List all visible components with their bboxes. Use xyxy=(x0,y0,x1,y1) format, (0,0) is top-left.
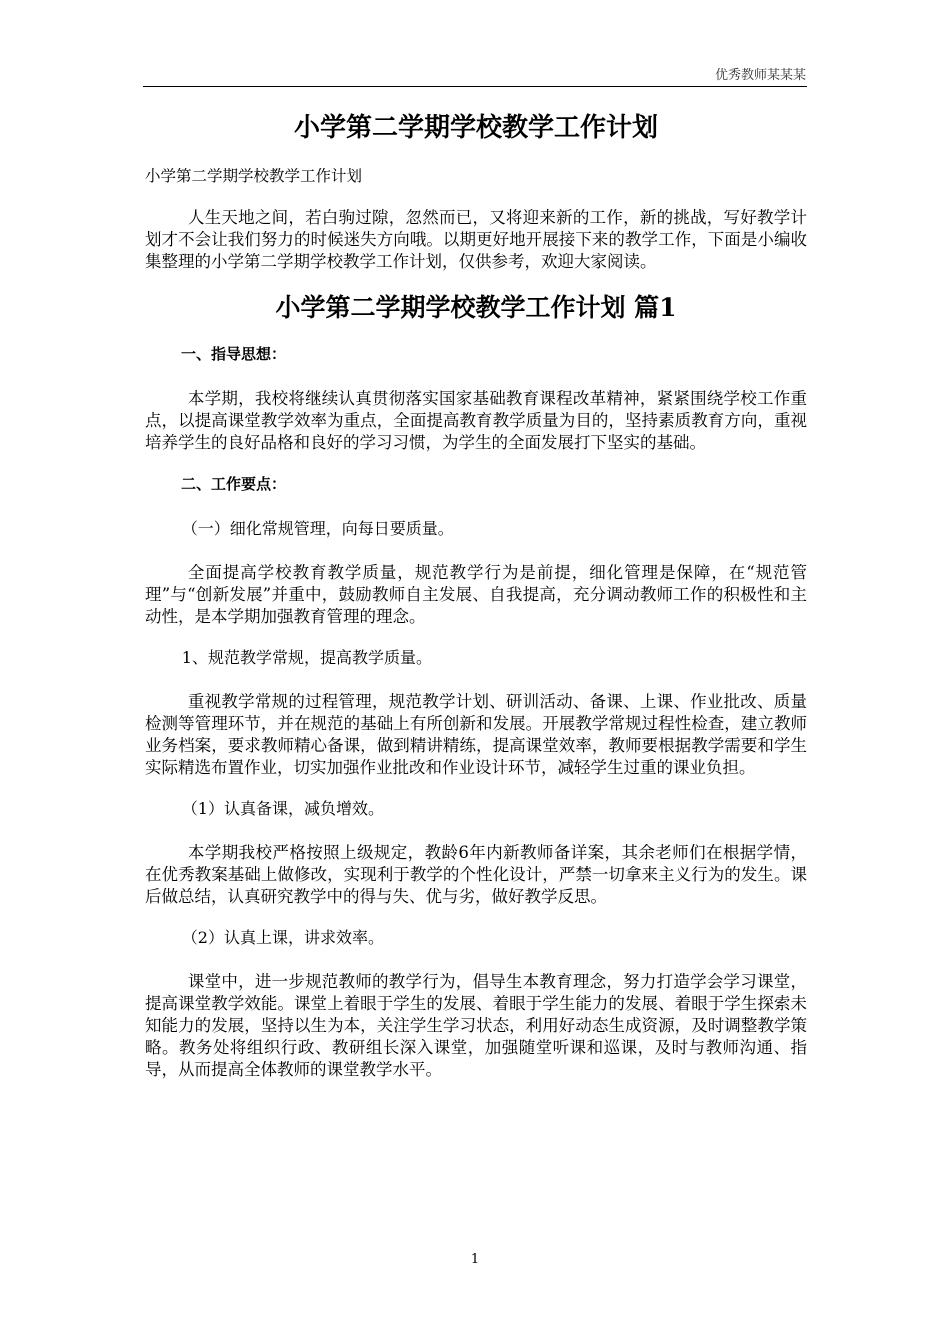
part-title: 小学第二学期学校教学工作计划 篇1 xyxy=(275,293,677,323)
subsection1-heading: （一）细化常规管理，向每日要质量。 xyxy=(181,518,454,538)
intro-paragraph: 人生天地之间，若白驹过隙，忽然而已，又将迎来新的工作，新的挑战，写好教学计划才不会让我们努力的时候迷失方向哦。以期更好地开展接下来的教学工作，下面是小编收集整理的小学第二学期学校教学工作计划，仅供参考，欢迎大家阅读。 xyxy=(145,208,807,272)
document-subtitle: 小学第二学期学校教学工作计划 xyxy=(145,166,363,185)
document-title: 小学第二学期学校教学工作计划 xyxy=(293,113,658,143)
item1b-heading: （2）认真上课，讲求效率。 xyxy=(181,927,384,947)
item1-heading: 1、规范教学常规，提高教学质量。 xyxy=(181,647,432,667)
section1-heading: 一、指导思想： xyxy=(181,344,287,363)
page-number: 1 xyxy=(470,1252,480,1267)
page-header-text: 优秀教师某某某 xyxy=(714,68,806,83)
item1a-heading: （1）认真备课，减负增效。 xyxy=(181,798,384,818)
document-body xyxy=(145,112,807,1100)
subsection1-paragraph: 全面提高学校教育教学质量，规范教学行为是前提，细化管理是保障，在“规范管理”与“创新发展”并重中，鼓励教师自主发展、自我提高，充分调动教师工作的积极性和主动性，是本学期加强教育管理的理念。 xyxy=(145,562,807,626)
section1-paragraph: 本学期，我校将继续认真贯彻落实国家基础教育课程改革精神，紧紧围绕学校工作重点，以提高课堂教学效率为重点，全面提高教育教学质量为目的，坚持素质教育方向，重视培养学生的良好品格和良好的学习习惯，为学生的全面发展打下坚实的基础。 xyxy=(145,388,807,452)
header-rule xyxy=(143,86,807,87)
item1a-paragraph: 本学期我校严格按照上级规定，教龄6年内新教师备详案，其余老师们在根据学情，在优秀教案基础上做修改，实现利于教学的个性化设计，严禁一切拿来主义行为的发生。课后做总结，认真研究教学中的得与失、优与劣，做好教学反思。 xyxy=(145,842,807,906)
item1b-paragraph: 课堂中，进一步规范教师的教学行为，倡导生本教育理念，努力打造学会学习课堂，提高课堂教学效能。课堂上着眼于学生的发展、着眼于学生能力的发展、着眼于学生探索未知能力的发展，坚持以生为本，关注学生学习状态，利用好动态生成资源，及时调整教学策略。教务处将组织行政、教研组长深入课堂，加强随堂听课和巡课，及时与教师沟通、指导，从而提高全体教师的课堂教学水平。 xyxy=(145,971,807,1079)
section2-heading: 二、工作要点： xyxy=(181,474,287,493)
item1-paragraph: 重视教学常规的过程管理，规范教学计划、研训活动、备课、上课、作业批改、质量检测等管理环节，并在规范的基础上有所创新和发展。开展教学常规过程性检查，建立教师业务档案，要求教师精心备课，做到精讲精练，提高课堂效率，教师要根据教学需要和学生实际精选布置作业，切实加强作业批改和作业设计环节，减轻学生过重的课业负担。 xyxy=(145,691,807,777)
